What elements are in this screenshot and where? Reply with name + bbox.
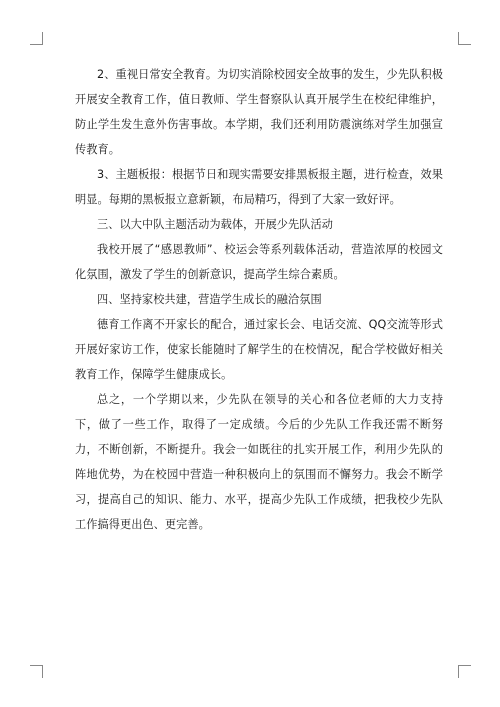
paragraph-summary: 总之，一个学期以来，少先队在领导的关心和各位老师的大力支持下，做了一些工作，取得了一定成绩。今后的少先队工作我还需不断努力，不断创新，不断提升。我会一如既往的扎实开展工作，利用少先队的阵地优势，为在校园中营造一种积极向上的氛围而不懈努力。我会不断学习，提高自己的知识、能力、水平，提高少先队工作成绩，把我校少先队工作搞得更出色、更完善。 xyxy=(75,393,443,531)
paragraph-home-school: 德育工作离不开家长的配合，通过家长会、电话交流、QQ交流等形式开展好家访工作，使家长能随时了解学生的在校情况，配合学校做好相关教育工作，保障学生健康成长。 xyxy=(75,318,443,381)
document-body xyxy=(75,62,443,537)
section-heading-activities: 三、以大中队主题活动为载体，开展少先队活动 xyxy=(97,218,333,231)
crop-mark-top-right xyxy=(458,32,471,45)
paragraph-activities: 我校开展了“感恩教师”、校运会等系列载体活动，营造浓厚的校园文化氛围，激发了学生的创新意识，提高学生综合素质。 xyxy=(75,243,443,281)
crop-mark-bottom-left xyxy=(30,665,43,678)
crop-mark-top-left xyxy=(30,32,43,45)
section-heading-home-school: 四、坚持家校共建，营造学生成长的融洽氛围 xyxy=(97,293,322,306)
crop-mark-bottom-right xyxy=(458,665,471,678)
paragraph-safety-education: 2、重视日常安全教育。为切实消除校园安全故事的发生，少先队积极开展安全教育工作，值日教师、学生督察队认真开展学生在校纪律维护，防止学生发生意外伤害事故。本学期，我们还利用防震演练对学生加强宣传教育。 xyxy=(75,68,443,156)
paragraph-blackboard: 3、主题板报：根据节日和现实需要安排黑板报主题，进行检查，效果明显。每期的黑板报立意新颖，布局精巧，得到了大家一致好评。 xyxy=(75,168,443,206)
